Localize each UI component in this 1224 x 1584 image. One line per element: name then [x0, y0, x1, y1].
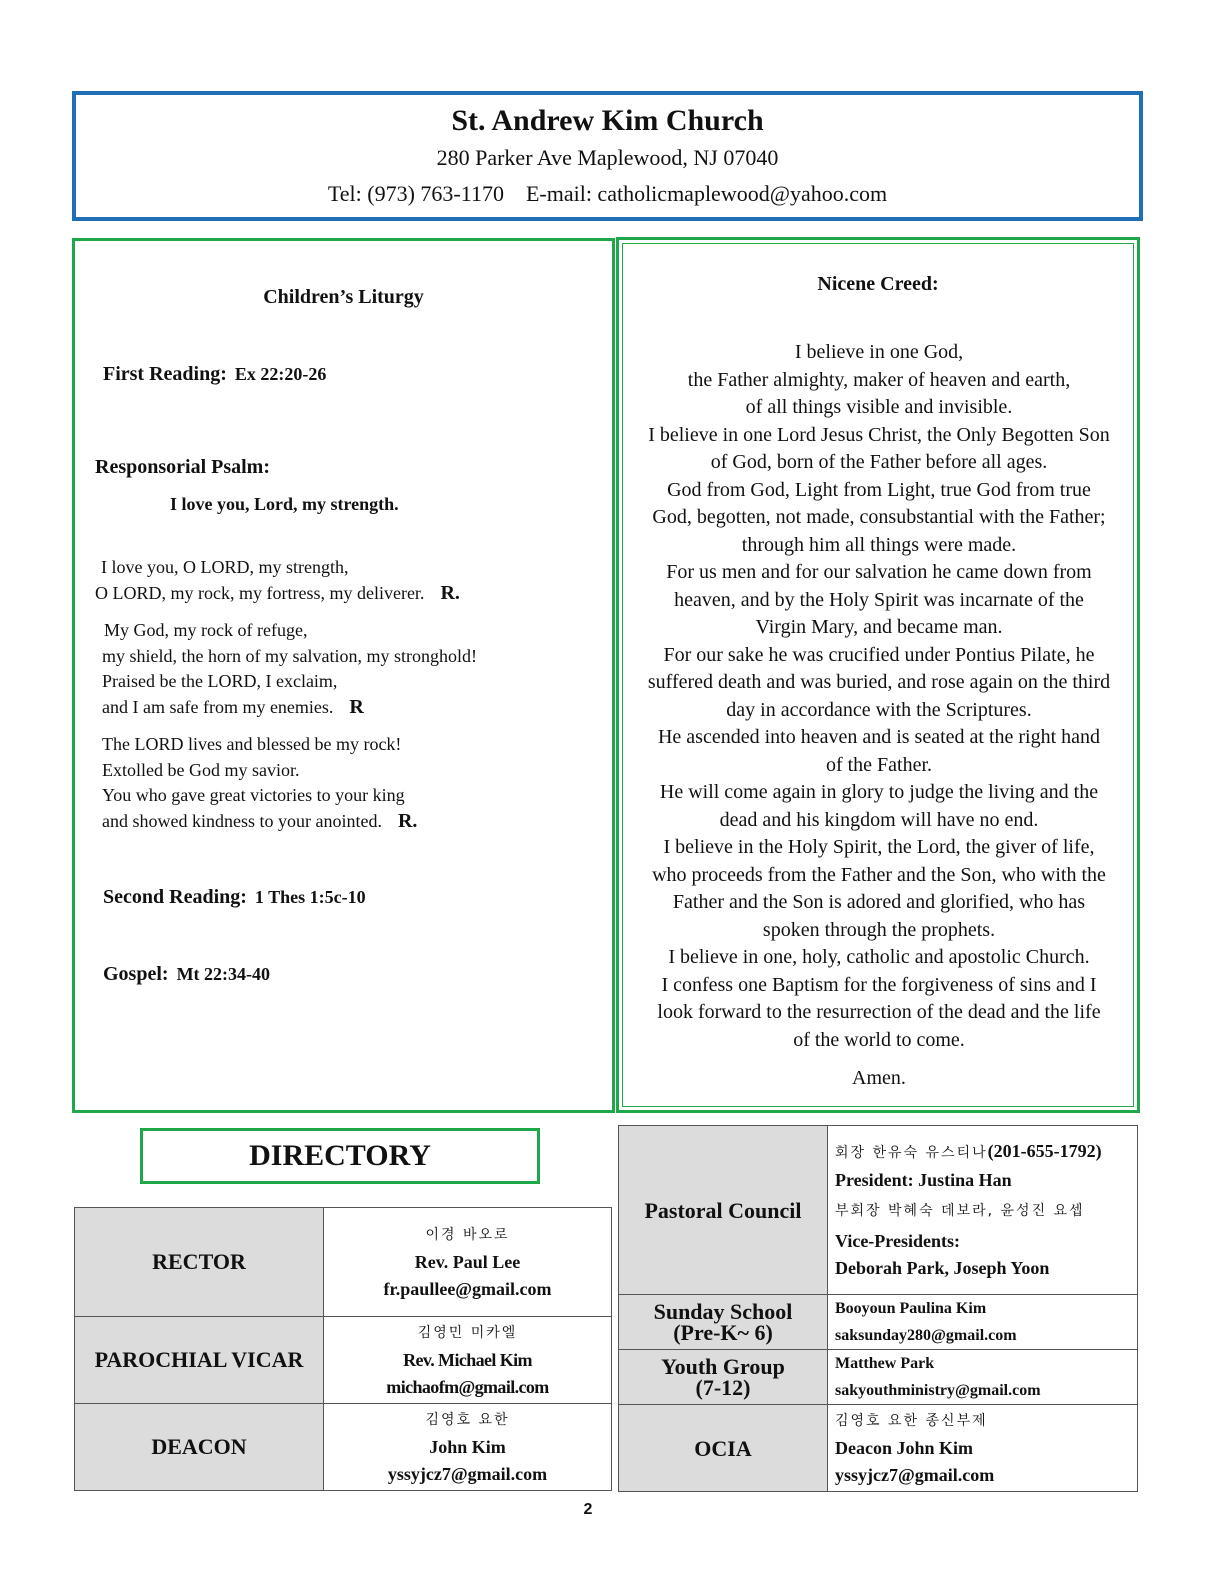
stanza-line: My God, my rock of refuge, — [104, 620, 308, 640]
creed-line: I believe in one, holy, catholic and apostolic Church. — [668, 946, 1090, 968]
creed-line: I believe in one God, — [794, 341, 964, 363]
youth-group-email: sakyouthministry@gmail.com — [835, 1382, 1041, 1399]
psalm-stanza-2 — [102, 618, 477, 720]
creed-line: I believe in the Holy Spirit, the Lord, the giver of life, — [663, 836, 1095, 858]
vice-label: Vice-Presidents: — [835, 1231, 960, 1251]
vicar-korean-name: 김영민 미카엘 — [417, 1324, 518, 1341]
role-pastoral-council: Pastoral Council — [619, 1126, 828, 1295]
president-name: President: Justina Han — [835, 1170, 1012, 1190]
church-name: St. Andrew Kim Church — [451, 104, 764, 137]
deacon-korean-name: 김영호 요한 — [425, 1411, 510, 1428]
vice-names: Deborah Park, Joseph Yoon — [835, 1258, 1050, 1278]
president-phone: (201-655-1792) — [987, 1141, 1102, 1161]
directory-title: DIRECTORY — [140, 1128, 540, 1184]
vice-korean-names: 부회장 박혜숙 데보라, 윤성진 요셉 — [835, 1203, 1085, 1219]
childrens-liturgy-box — [72, 238, 615, 1113]
pastoral-council-contact — [828, 1126, 1138, 1295]
role-sunday-school: Sunday School (Pre-K~ 6) — [619, 1295, 828, 1350]
role-youth-group: Youth Group (7-12) — [619, 1350, 828, 1405]
creed-line: day in accordance with the Scriptures. — [726, 698, 1032, 721]
second-reading — [103, 886, 366, 909]
creed-line: Virgin Mary, and became man. — [755, 616, 1003, 638]
rector-contact — [324, 1208, 612, 1317]
stanza-line: The LORD lives and blessed be my rock! — [102, 734, 402, 754]
creed-line: dead and his kingdom will have no end. — [719, 808, 1039, 831]
president-korean-line: 회장 한유숙 유스티나(201-655-1792) — [835, 1141, 1102, 1161]
creed-line: suffered death and was buried, and rose again on the third — [647, 671, 1111, 693]
first-reading-label: First Reading: — [103, 363, 227, 385]
ocia-name: Deacon John Kim — [835, 1437, 974, 1458]
psalm-stanza-1 — [95, 555, 460, 606]
ocia-email: yssyjcz7@gmail.com — [835, 1464, 995, 1485]
nicene-creed-box — [616, 237, 1140, 1113]
psalm-stanza-3 — [102, 732, 417, 834]
sunday-school-name: Booyoun Paulina Kim — [835, 1300, 987, 1317]
stanza-line: my shield, the horn of my salvation, my stronghold! — [102, 645, 477, 666]
second-reading-ref: 1 Thes 1:5c-10 — [254, 887, 366, 907]
stanza-line: I love you, O LORD, my strength, — [101, 557, 349, 577]
rector-email: fr.paullee@gmail.com — [383, 1278, 552, 1299]
vicar-contact — [324, 1317, 612, 1404]
table-row — [75, 1208, 612, 1317]
stanza-line: and showed kindness to your anointed. R. — [102, 809, 418, 832]
creed-line: I confess one Baptism for the forgiveness of sins and I — [661, 973, 1097, 996]
creed-line: spoken through the prophets. — [762, 918, 996, 941]
table-row — [619, 1126, 1138, 1295]
response-mark: R. — [397, 809, 418, 832]
deacon-email: yssyjcz7@gmail.com — [387, 1463, 548, 1484]
creed-line: Father and the Son is adored and glorified, who has — [672, 891, 1086, 913]
youth-group-contact — [828, 1350, 1138, 1405]
creed-line: who proceeds from the Father and the Son, who with the — [652, 863, 1106, 886]
psalm-label: Responsorial Psalm: — [95, 456, 270, 478]
creed-line: He ascended into heaven and is seated at the right hand — [657, 726, 1101, 748]
gospel — [103, 963, 270, 986]
role-ocia: OCIA — [619, 1405, 828, 1492]
vicar-email: michaofm@gmail.com — [386, 1376, 549, 1397]
creed-line: God from God, Light from Light, true God from true — [667, 478, 1091, 501]
directory-clergy-table — [74, 1207, 612, 1491]
stanza-line: Extolled be God my savior. — [102, 759, 300, 780]
role-deacon: DEACON — [75, 1404, 324, 1491]
vicar-name: Rev. Michael Kim — [403, 1349, 532, 1370]
table-row — [75, 1404, 612, 1491]
creed-title: Nicene Creed: — [817, 273, 939, 295]
church-address: 280 Parker Ave Maplewood, NJ 07040 — [436, 145, 779, 170]
creed-line: heaven, and by the Holy Spirit was incarnate of the — [674, 588, 1084, 611]
stanza-line: Praised be the LORD, I exclaim, — [102, 671, 338, 691]
deacon-name: John Kim — [429, 1436, 506, 1457]
liturgy-title: Children’s Liturgy — [263, 286, 424, 308]
stanza-line: You who gave great victories to your king — [102, 785, 405, 805]
response-mark: R. — [440, 581, 460, 604]
sunday-school-email: saksunday280@gmail.com — [835, 1327, 1017, 1344]
rector-name: Rev. Paul Lee — [414, 1251, 521, 1272]
creed-line: through him all things were made. — [741, 533, 1017, 556]
creed-line: For our sake he was crucified under Pontius Pilate, he — [663, 643, 1095, 666]
second-reading-label: Second Reading: — [103, 886, 247, 908]
gospel-ref: Mt 22:34-40 — [176, 964, 271, 984]
creed-line: of all things visible and invisible. — [745, 396, 1013, 418]
creed-line: of God, born of the Father before all ages. — [710, 451, 1048, 473]
church-email: E-mail: catholicmaplewood@yahoo.com — [525, 181, 888, 206]
creed-line: God, begotten, not made, consubstantial with the Father; — [652, 506, 1106, 528]
table-row — [75, 1317, 612, 1404]
table-row — [619, 1405, 1138, 1492]
stanza-line: and I am safe from my enemies. R — [102, 695, 364, 718]
creed-line: For us men and for our salvation he came down from — [666, 561, 1092, 583]
gospel-label: Gospel: — [103, 963, 169, 985]
table-row — [619, 1350, 1138, 1405]
church-header — [72, 91, 1143, 221]
response-mark: R — [349, 695, 364, 718]
creed-line: of the world to come. — [793, 1028, 965, 1051]
sunday-school-contact — [828, 1295, 1138, 1350]
page-number: 2 — [583, 1501, 593, 1518]
creed-text — [622, 339, 1136, 1093]
role-parochial-vicar: PAROCHIAL VICAR — [75, 1317, 324, 1404]
creed-line: the Father almighty, maker of heaven and earth, — [687, 368, 1071, 391]
first-reading-ref: Ex 22:20-26 — [234, 364, 327, 384]
creed-line: I believe in one Lord Jesus Christ, the Only Begotten Son — [648, 423, 1110, 446]
ocia-korean-name: 김영호 요한 종신부제 — [835, 1412, 988, 1429]
role-rector: RECTOR — [75, 1208, 324, 1317]
church-contact — [76, 180, 1139, 208]
creed-line: look forward to the resurrection of the dead and the life — [657, 1001, 1101, 1023]
rector-korean-name: 이경 바오로 — [425, 1226, 510, 1243]
directory-ministry-table — [618, 1125, 1138, 1492]
psalm-response: I love you, Lord, my strength. — [170, 494, 399, 514]
church-phone: Tel: (973) 763-1170 — [327, 181, 504, 206]
deacon-contact — [324, 1404, 612, 1491]
stanza-line: O LORD, my rock, my fortress, my deliverer. R. — [95, 581, 460, 604]
youth-group-name: Matthew Park — [835, 1355, 935, 1372]
table-row — [619, 1295, 1138, 1350]
creed-amen: Amen. — [852, 1067, 906, 1089]
creed-line: of the Father. — [825, 753, 933, 776]
creed-line: He will come again in glory to judge the living and the — [659, 781, 1099, 803]
ocia-contact — [828, 1405, 1138, 1492]
first-reading — [103, 363, 326, 386]
